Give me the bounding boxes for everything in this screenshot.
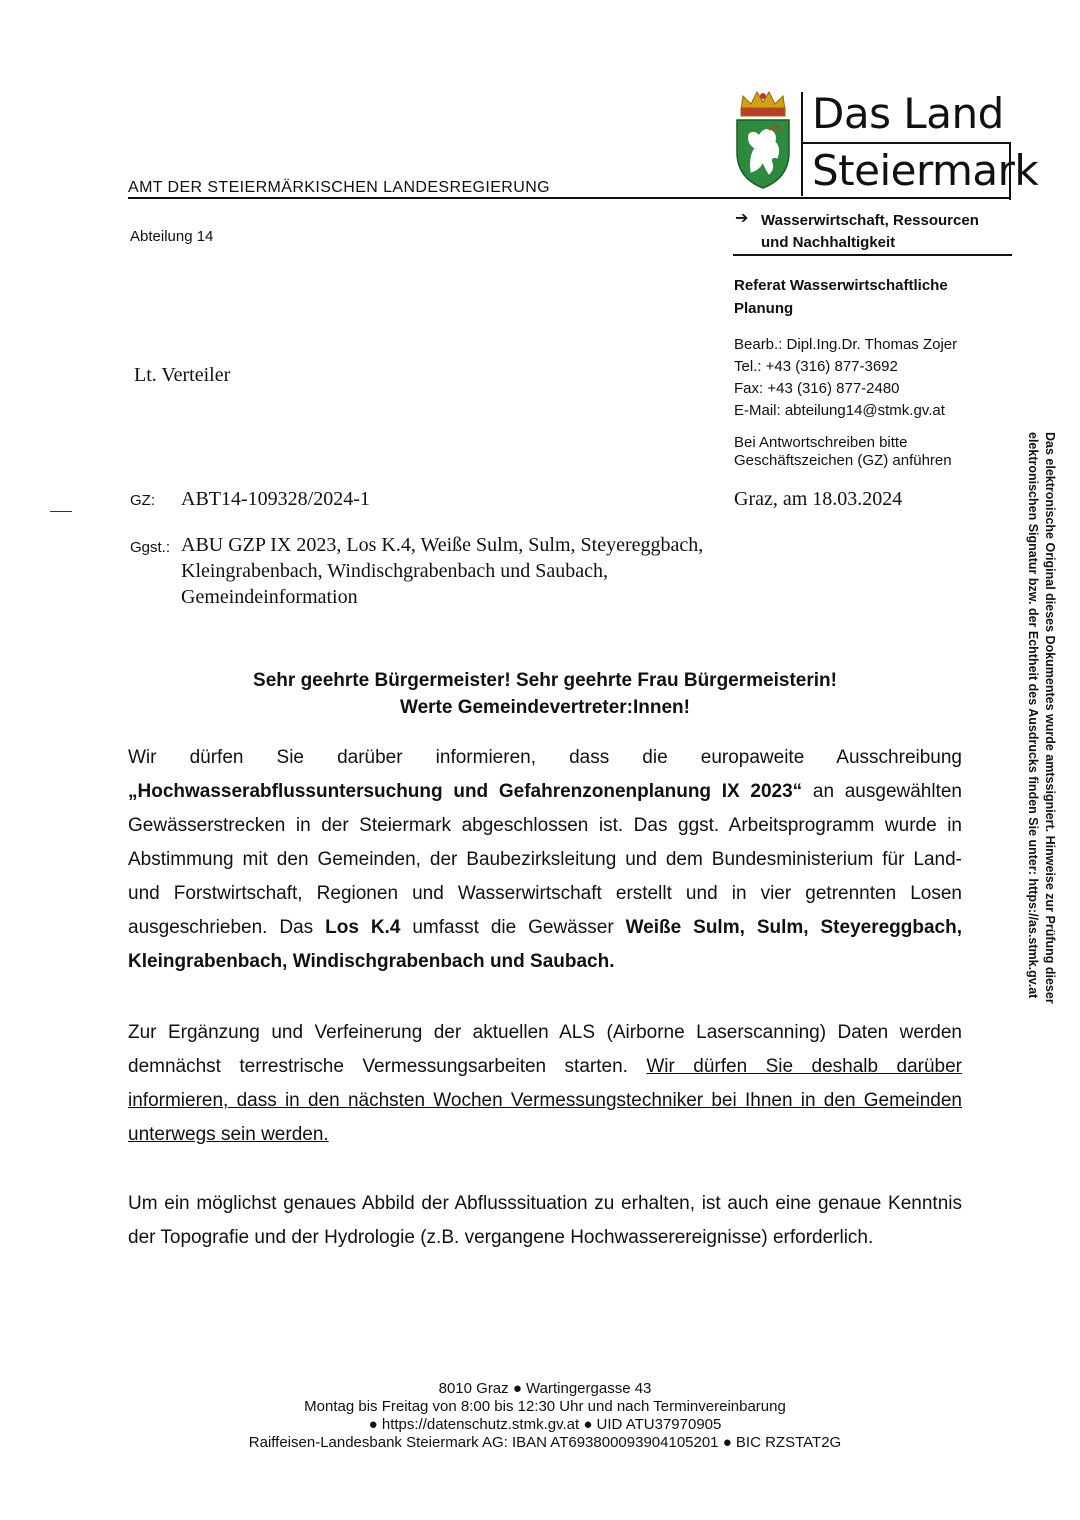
subject-label: Ggst.: — [130, 539, 171, 556]
department: Abteilung 14 — [130, 228, 214, 245]
arrow-right-icon: ➔ — [735, 210, 749, 227]
subject-line3: Gemeindeinformation — [181, 586, 358, 608]
division-line2: und Nachhaltigkeit — [761, 234, 896, 251]
contact-bearb: Bearb.: Dipl.Ing.Dr. Thomas Zojer — [734, 336, 958, 353]
contact-fax: Fax: +43 (316) 877-2480 — [734, 380, 900, 397]
gz-value: ABT14-109328/2024-1 — [181, 488, 370, 510]
division-line1: Wasserwirtschaft, Ressourcen — [761, 212, 979, 229]
paragraph-2 — [128, 1016, 962, 1152]
paragraph-3: Um ein möglichst genaues Abbild der Abflusssituation zu erhalten, ist auch eine genaue Kenntnis der Topografie und der Hydrologie (z.B. vergangene Hochwasserereignisse) erforderlich. — [128, 1193, 962, 1248]
recipient: Lt. Verteiler — [134, 364, 231, 386]
p1-text-c: an ausgewählten Gewässerstrecken in der Steiermark abgeschlossen ist. Das ggst. Arbeitsprogramm wurde in Abstimmung mit den Gemeinden, der Baubezirksleitung und dem Bundesministerium für Land- und Forstwirtschaft, Regionen und Wasserwirtschaft erstellt und in vier getrennten Losen ausgeschrieben. Das — [128, 781, 962, 938]
p2-text-a: Zur Ergänzung und Verfeinerung der aktuellen ALS (Airborne Laserscanning) Daten werden demnächst terrestrische Vermessungsarbeiten starten. — [128, 1022, 962, 1077]
coat-of-arms-icon — [733, 90, 793, 190]
referat — [734, 274, 994, 320]
signature-note-line1: Das elektronische Original dieses Dokumentes wurde amtssigniert. Hinweise zur Prüfung dieser — [1043, 432, 1057, 1004]
referat-line2: Planung — [734, 300, 794, 317]
p1-text-a: Wir dürfen Sie darüber informieren, dass die europaweite Ausschreibung — [128, 747, 962, 768]
division-rule — [733, 254, 1012, 256]
salutation-line1: Sehr geehrte Bürgermeister! Sehr geehrte Frau Bürgermeisterin! — [253, 670, 837, 691]
p1-tender-title: „Hochwasserabflussuntersuchung und Gefahrenzonenplanung IX 2023“ — [128, 781, 803, 802]
footer — [128, 1380, 962, 1452]
footer-privacy: ● https://datenschutz.stmk.gv.at ● UID ATU37970905 — [368, 1416, 722, 1433]
signature-note-line2: elektronischen Signatur bzw. der Echtheit des Ausdrucks finden Sie unter: https://as.stmk.gv.at — [1026, 432, 1040, 999]
p2-underlined: Wir dürfen Sie deshalb darüber informieren, dass in den nächsten Wochen Vermessungstechniker bei Ihnen in den Gemeinden unterwegs sein werden. — [128, 1056, 962, 1145]
authority-name: AMT DER STEIERMÄRKISCHEN LANDESREGIERUNG — [128, 179, 550, 196]
fold-mark — [50, 511, 72, 512]
referat-line1: Referat Wasserwirtschaftliche — [734, 277, 948, 294]
salutation-line2: Werte Gemeindevertreter:Innen! — [399, 697, 690, 718]
reply-note — [734, 434, 994, 470]
p1-lot: Los K.4 — [325, 917, 401, 938]
header-rule — [128, 197, 1011, 199]
footer-hours: Montag bis Freitag von 8:00 bis 12:30 Uhr und nach Terminvereinbarung — [304, 1398, 786, 1415]
reply-note-line2: Geschäftszeichen (GZ) anführen — [734, 452, 952, 469]
contact-tel: Tel.: +43 (316) 877-3692 — [734, 358, 898, 375]
contact-block — [734, 334, 957, 422]
reply-note-line1: Bei Antwortschreiben bitte — [734, 434, 908, 451]
subject-value — [181, 532, 741, 610]
subject-line1: ABU GZP IX 2023, Los K.4, Weiße Sulm, Sulm, Steyereggbach, — [181, 534, 704, 556]
contact-email[interactable]: E-Mail: abteilung14@stmk.gv.at — [734, 402, 945, 419]
gz-label: GZ: — [130, 492, 155, 509]
footer-bank: Raiffeisen-Landesbank Steiermark AG: IBAN AT693800093904105201 ● BIC RZSTAT2G — [248, 1434, 842, 1451]
subject-line2: Kleingrabenbach, Windischgrabenbach und Saubach, — [181, 560, 609, 582]
paragraph-1 — [128, 741, 962, 979]
division-name — [761, 210, 979, 254]
letter-date: Graz, am 18.03.2024 — [734, 488, 903, 510]
logo-text-line1: Das Land — [812, 89, 1004, 138]
signature-note — [1022, 432, 1058, 1004]
logo-text-line2: Steiermark — [812, 146, 1039, 195]
footer-address: 8010 Graz ● Wartingergasse 43 — [438, 1380, 652, 1397]
p1-text-e: umfasst die Gewässer — [400, 917, 626, 938]
salutation — [128, 667, 962, 721]
p1-waters: Weiße Sulm, Sulm, Steyereggbach, Kleingrabenbach, Windischgrabenbach und Saubach. — [128, 917, 962, 972]
